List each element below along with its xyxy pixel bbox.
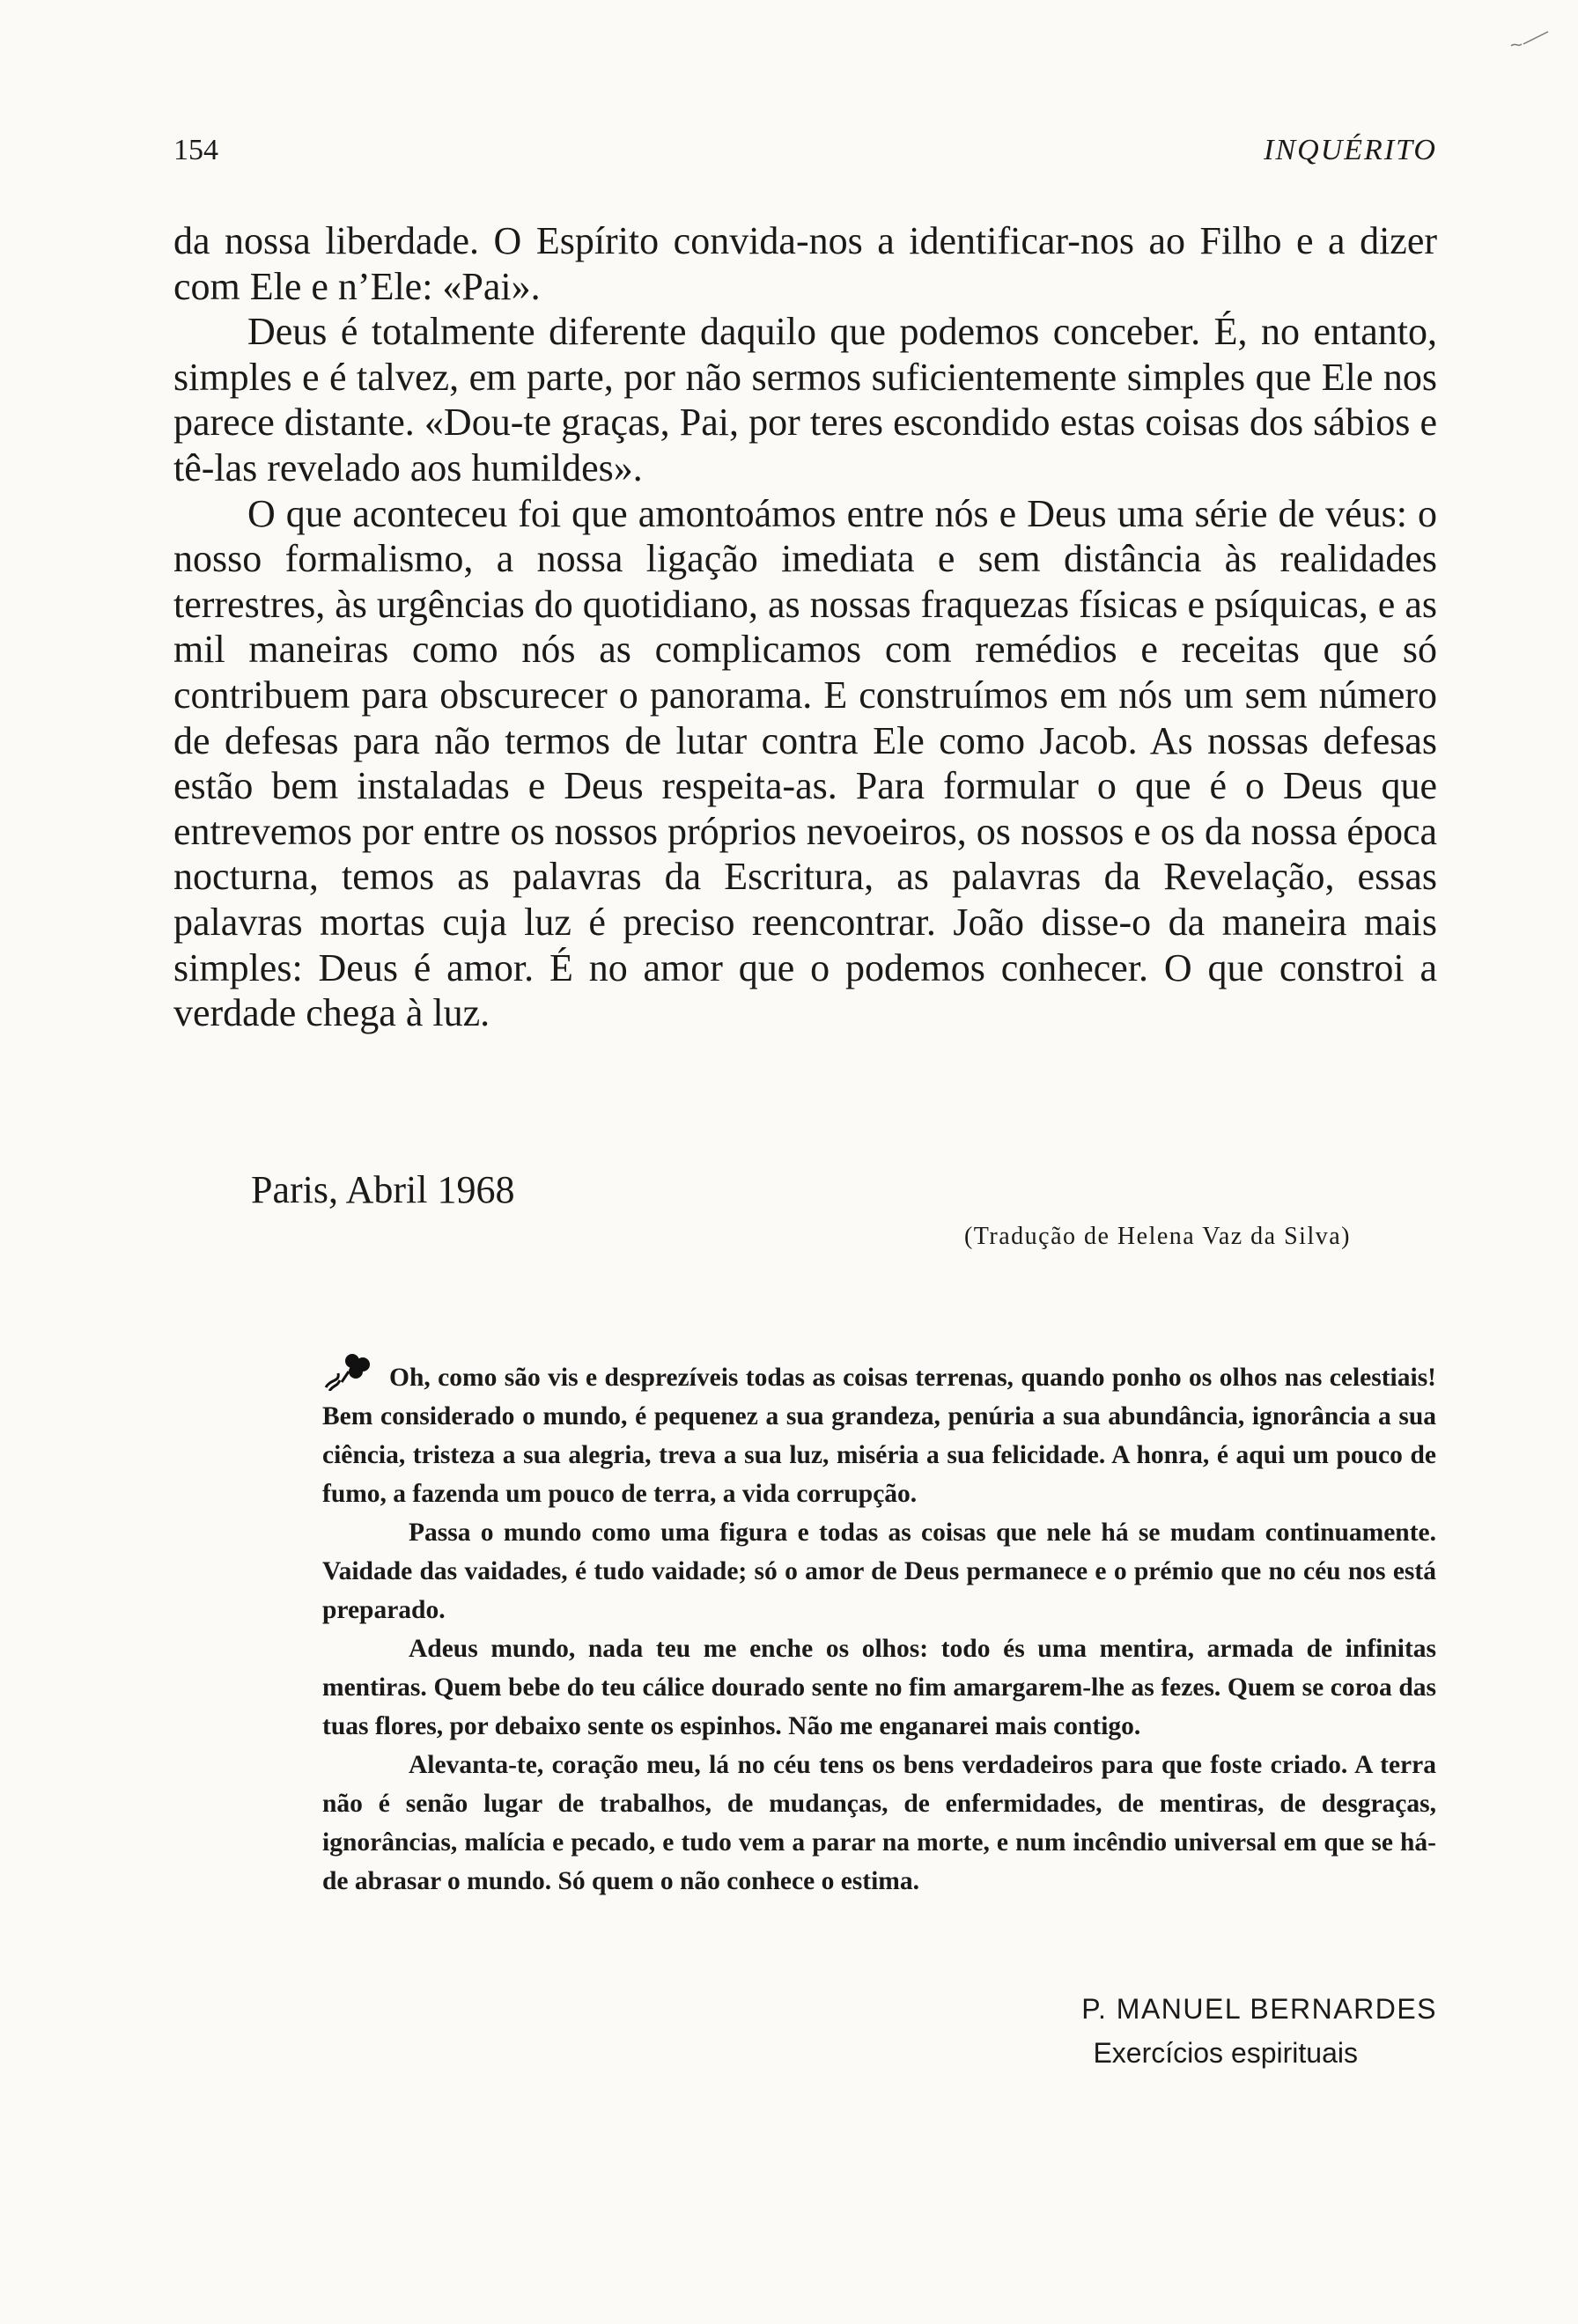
fleuron-icon: [322, 1352, 379, 1391]
quote-paragraph: Passa o mundo como uma figura e todas as coisas que nele há se mudam continuamente. Vaidade das vaidades, é tudo vaidade; só o amor de Deus permanece e o prémio que no céu nos está preparado.: [322, 1519, 1436, 1624]
place-date: Paris, Abril 1968: [251, 1168, 515, 1211]
running-head: INQUÉRITO: [1264, 134, 1437, 166]
quote-paragraph: [322, 1352, 1436, 1513]
quote-paragraph: Alevanta-te, coração meu, lá no céu tens os bens verdadeiros para que foste criado. A terra não é senão lugar de trabalhos, de mudanças, de enfermidades, de mentiras, de desgraças, ignorâncias, malícia e pecado, e tudo vem a parar na morte, e num incêndio universal em que se há-de abrasar o mundo. Só quem o não conhece o estima.: [322, 1751, 1436, 1895]
quote-paragraph: Adeus mundo, nada teu me enche os olhos: todo és uma mentira, armada de infinitas mentiras. Quem bebe do teu cálice dourado sente no fim amargarem-lhe as fezes. Quem se coroa das tuas flores, por debaixo sente os espinhos. Não me enganarei mais contigo.: [322, 1635, 1436, 1740]
paragraph: Deus é totalmente diferente daquilo que podemos conceber. É, no entanto, simples e é talvez, em parte, por não sermos suficientemente simples que Ele nos parece distante. «Dou-te graças, Pai, por teres escondido estas coisas dos sábios e tê-las revelado aos humildes».: [173, 310, 1437, 489]
quote-author: P. MANUEL BERNARDES: [1081, 1993, 1437, 2025]
quote-text: Oh, como são vis e desprezíveis todas as coisas terrenas, quando ponho os olhos nas celestiais! Bem considerado o mundo, é pequenez a sua grandeza, penúria a sua abundância, ignorância a sua ciência, tristeza a sua alegria, treva a sua luz, miséria a sua felicidade. A honra, é aqui um pouco de fumo, a fazenda um pouco de terra, a vida corrupção.: [322, 1364, 1436, 1508]
main-text: [173, 218, 1437, 1036]
quote-source: Exercícios espirituais: [1093, 2037, 1358, 2069]
translation-credit: (Tradução de Helena Vaz da Silva): [963, 1223, 1351, 1250]
paragraph: O que aconteceu foi que amontoámos entre nós e Deus uma série de véus: o nosso formalismo, a nossa ligação imediata e sem distância às realidades terrestres, às urgências do quotidiano, as nossas fraquezas físicas e psíquicas, e as mil maneiras como nós as complicamos com remédios e receitas que só contribuem para obscurecer o panorama. E construímos em nós um sem número de defesas para não termos de lutar contra Ele como Jacob. As nossas defesas estão bem instaladas e Deus respeita-as. Para formular o que é o Deus que entrevemos por entre os nossos próprios nevoeiros, os nossos e os da nossa época nocturna, temos as palavras da Escritura, as palavras da Revelação, essas palavras mortas cuja luz é preciso reencontrar. João disse-o da maneira mais simples: Deus é amor. É no amor que o podemos conhecer. O que constroi a verdade chega à luz.: [173, 491, 1437, 1035]
pencil-mark-icon: [1508, 26, 1552, 53]
page-number: 154: [173, 134, 218, 166]
paragraph: da nossa liberdade. O Espírito convida-nos a identificar-nos ao Filho e a dizer com Ele e n’Ele: «Pai».: [173, 219, 1437, 308]
quote-block: [322, 1352, 1436, 1901]
